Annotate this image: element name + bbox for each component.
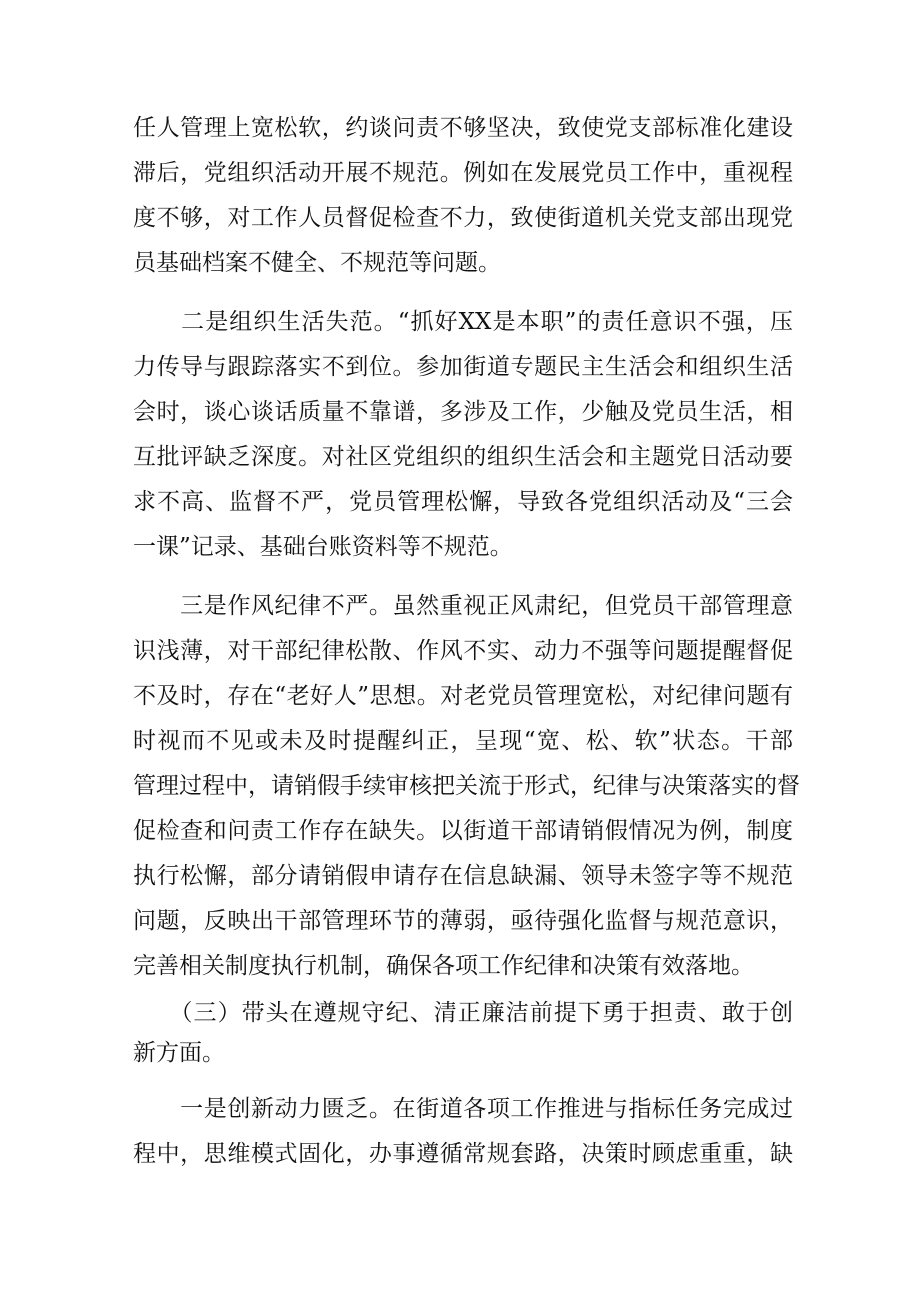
text-line: 员基础档案不健全、不规范等问题。: [133, 250, 501, 276]
text-line: 问题，反映出干部管理环节的薄弱，亟待强化监督与规范意识，: [133, 908, 793, 934]
text-line: 度不够，对工作人员督促检查不力，致使街道机关党支部出现党: [133, 205, 793, 231]
text-line: 力传导与跟踪落实不到位。参加街道专题民主生活会和组织生活: [133, 354, 793, 380]
text-line: 会时，谈心谈话质量不靠谱，多涉及工作，少触及党员生活，相: [133, 399, 793, 425]
text-line: 三是作风纪律不严。虽然重视正风肃纪，但党员干部管理意: [133, 593, 793, 619]
paragraph-organizational-life: [133, 300, 793, 570]
paragraph-innovation-motivation: [133, 1087, 793, 1177]
text-line: 一课”记录、基础台账资料等不规范。: [133, 534, 513, 560]
text-line: 互批评缺乏深度。对社区党组织的组织生活会和主题党日活动要: [133, 444, 793, 470]
paragraph-spacer: [133, 570, 793, 584]
text-line: 二是组织生活失范。“抓好XX是本职”的责任意识不强，压: [133, 309, 793, 335]
paragraph-discipline: [133, 584, 800, 989]
text-line: 一是创新动力匮乏。在街道各项工作推进与指标任务完成过: [133, 1096, 793, 1122]
section-heading-innovation: [133, 993, 793, 1073]
paragraph-responsibility: [133, 106, 793, 286]
text-line: 执行松懈，部分请销假申请存在信息缺漏、领导未签字等不规范: [133, 863, 793, 889]
text-line: 程中，思维模式固化，办事遵循常规套路，决策时顾虑重重，缺: [133, 1141, 793, 1167]
paragraph-spacer: [133, 1073, 793, 1087]
text-line: 不及时，存在“老好人”思想。对老党员管理宽松，对纪律问题有: [133, 683, 793, 709]
text-line: 时视而不见或未及时提醒纠正，呈现“宽、松、软”状态。干部: [133, 728, 793, 754]
text-line: 识浅薄，对干部纪律松散、作风不实、动力不强等问题提醒督促: [133, 638, 793, 664]
section-heading-line: 新方面。: [133, 1040, 225, 1066]
text-line: 求不高、监督不严，党员管理松懈，导致各党组织活动及“三会: [133, 489, 793, 515]
paragraph-spacer: [133, 286, 793, 300]
text-line: 管理过程中，请销假手续审核把关流于形式，纪律与决策落实的督: [133, 773, 800, 799]
text-line: 促检查和问责工作存在缺失。以街道干部请销假情况为例，制度: [133, 818, 793, 844]
section-heading-line: （三）带头在遵规守纪、清正廉洁前提下勇于担责、敢于创: [133, 1000, 793, 1026]
text-line: 完善相关制度执行机制，确保各项工作纪律和决策有效落地。: [133, 953, 754, 979]
document-body: [133, 106, 800, 1177]
text-line: 任人管理上宽松软，约谈问责不够坚决，致使党支部标准化建设: [133, 115, 793, 141]
text-line: 滞后，党组织活动开展不规范。例如在发展党员工作中，重视程: [133, 160, 793, 186]
